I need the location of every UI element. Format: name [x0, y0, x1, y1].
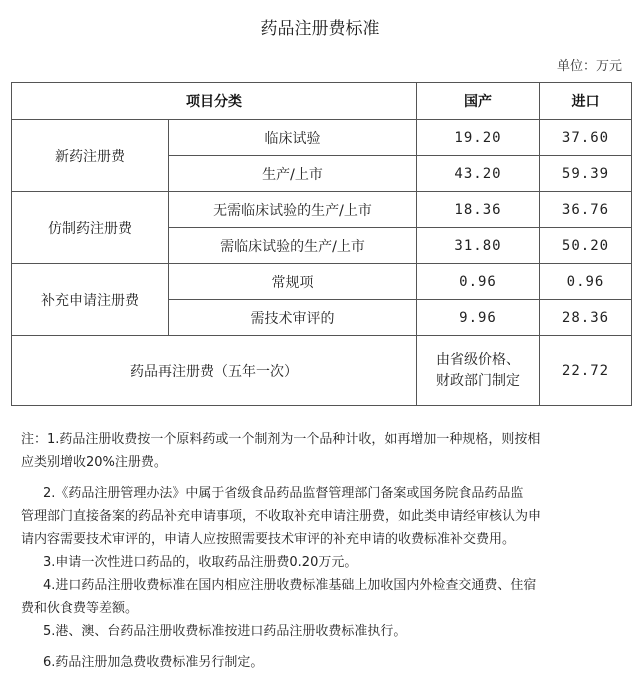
re-registration-domestic: [417, 336, 540, 406]
re-registration-import: 22.72: [540, 336, 632, 406]
item-name: 需临床试验的生产/上市: [169, 228, 417, 264]
fee-table: [11, 82, 632, 406]
import-value: 59.39: [540, 156, 632, 192]
group-name: 新药注册费: [12, 120, 169, 192]
note-1-line-2: 应类别增收20%注册费。: [21, 455, 167, 470]
import-value: 50.20: [540, 228, 632, 264]
item-name: 需技术审评的: [169, 300, 417, 336]
table-header-row: [12, 83, 632, 120]
note-2-line-1: 2.《药品注册管理办法》中属于省级食品药品监督管理部门备案或国务院食品药品监: [43, 486, 524, 501]
table-row: [12, 192, 632, 228]
page-title: 药品注册费标准: [260, 19, 380, 39]
re-registration-domestic-line1: 由省级价格、: [436, 351, 520, 368]
item-name: 无需临床试验的生产/上市: [169, 192, 417, 228]
import-value: 36.76: [540, 192, 632, 228]
import-value: 37.60: [540, 120, 632, 156]
domestic-value: 43.20: [417, 156, 540, 192]
domestic-value: 31.80: [417, 228, 540, 264]
domestic-value: 9.96: [417, 300, 540, 336]
note-2-line-3: 请内容需要技术审评的，申请人应按照需要技术审评的补充申请的收费标准补交费用。: [21, 532, 516, 547]
note-4-line-1: 4.进口药品注册收费标准在国内相应注册收费标准基础上加收国内外检查交通费、住宿: [43, 578, 537, 593]
note-5: 5.港、澳、台药品注册收费标准按进口药品注册收费标准执行。: [43, 624, 407, 639]
unit-label: 单位：万元: [556, 59, 622, 74]
note-6: 6.药品注册加急费收费标准另行制定。: [43, 655, 264, 670]
item-name: 临床试验: [169, 120, 417, 156]
table-row: [12, 336, 632, 406]
table-row: [12, 264, 632, 300]
note-2-line-2: 管理部门直接备案的药品补充申请事项，不收取补充申请注册费，如此类申请经审核认为申: [21, 509, 542, 524]
note-1-line-1: 注：1.药品注册收费按一个原料药或一个制剂为一个品种计收，如再增加一种规格，则按相: [21, 432, 541, 447]
footnotes: [21, 428, 621, 674]
item-name: 生产/上市: [169, 156, 417, 192]
header-domestic: 国产: [417, 83, 540, 120]
note-4-line-2: 费和伙食费等差额。: [21, 601, 139, 616]
import-value: 0.96: [540, 264, 632, 300]
item-name: 常规项: [169, 264, 417, 300]
header-import: 进口: [540, 83, 632, 120]
group-name: 仿制药注册费: [12, 192, 169, 264]
note-3: 3.申请一次性进口药品的，收取药品注册费0.20万元。: [43, 555, 358, 570]
table-row: [12, 120, 632, 156]
import-value: 28.36: [540, 300, 632, 336]
re-registration-label: 药品再注册费（五年一次）: [12, 336, 417, 406]
re-registration-domestic-line2: 财政部门制定: [436, 372, 520, 389]
group-name: 补充申请注册费: [12, 264, 169, 336]
domestic-value: 0.96: [417, 264, 540, 300]
domestic-value: 18.36: [417, 192, 540, 228]
domestic-value: 19.20: [417, 120, 540, 156]
header-category: 项目分类: [12, 83, 417, 120]
